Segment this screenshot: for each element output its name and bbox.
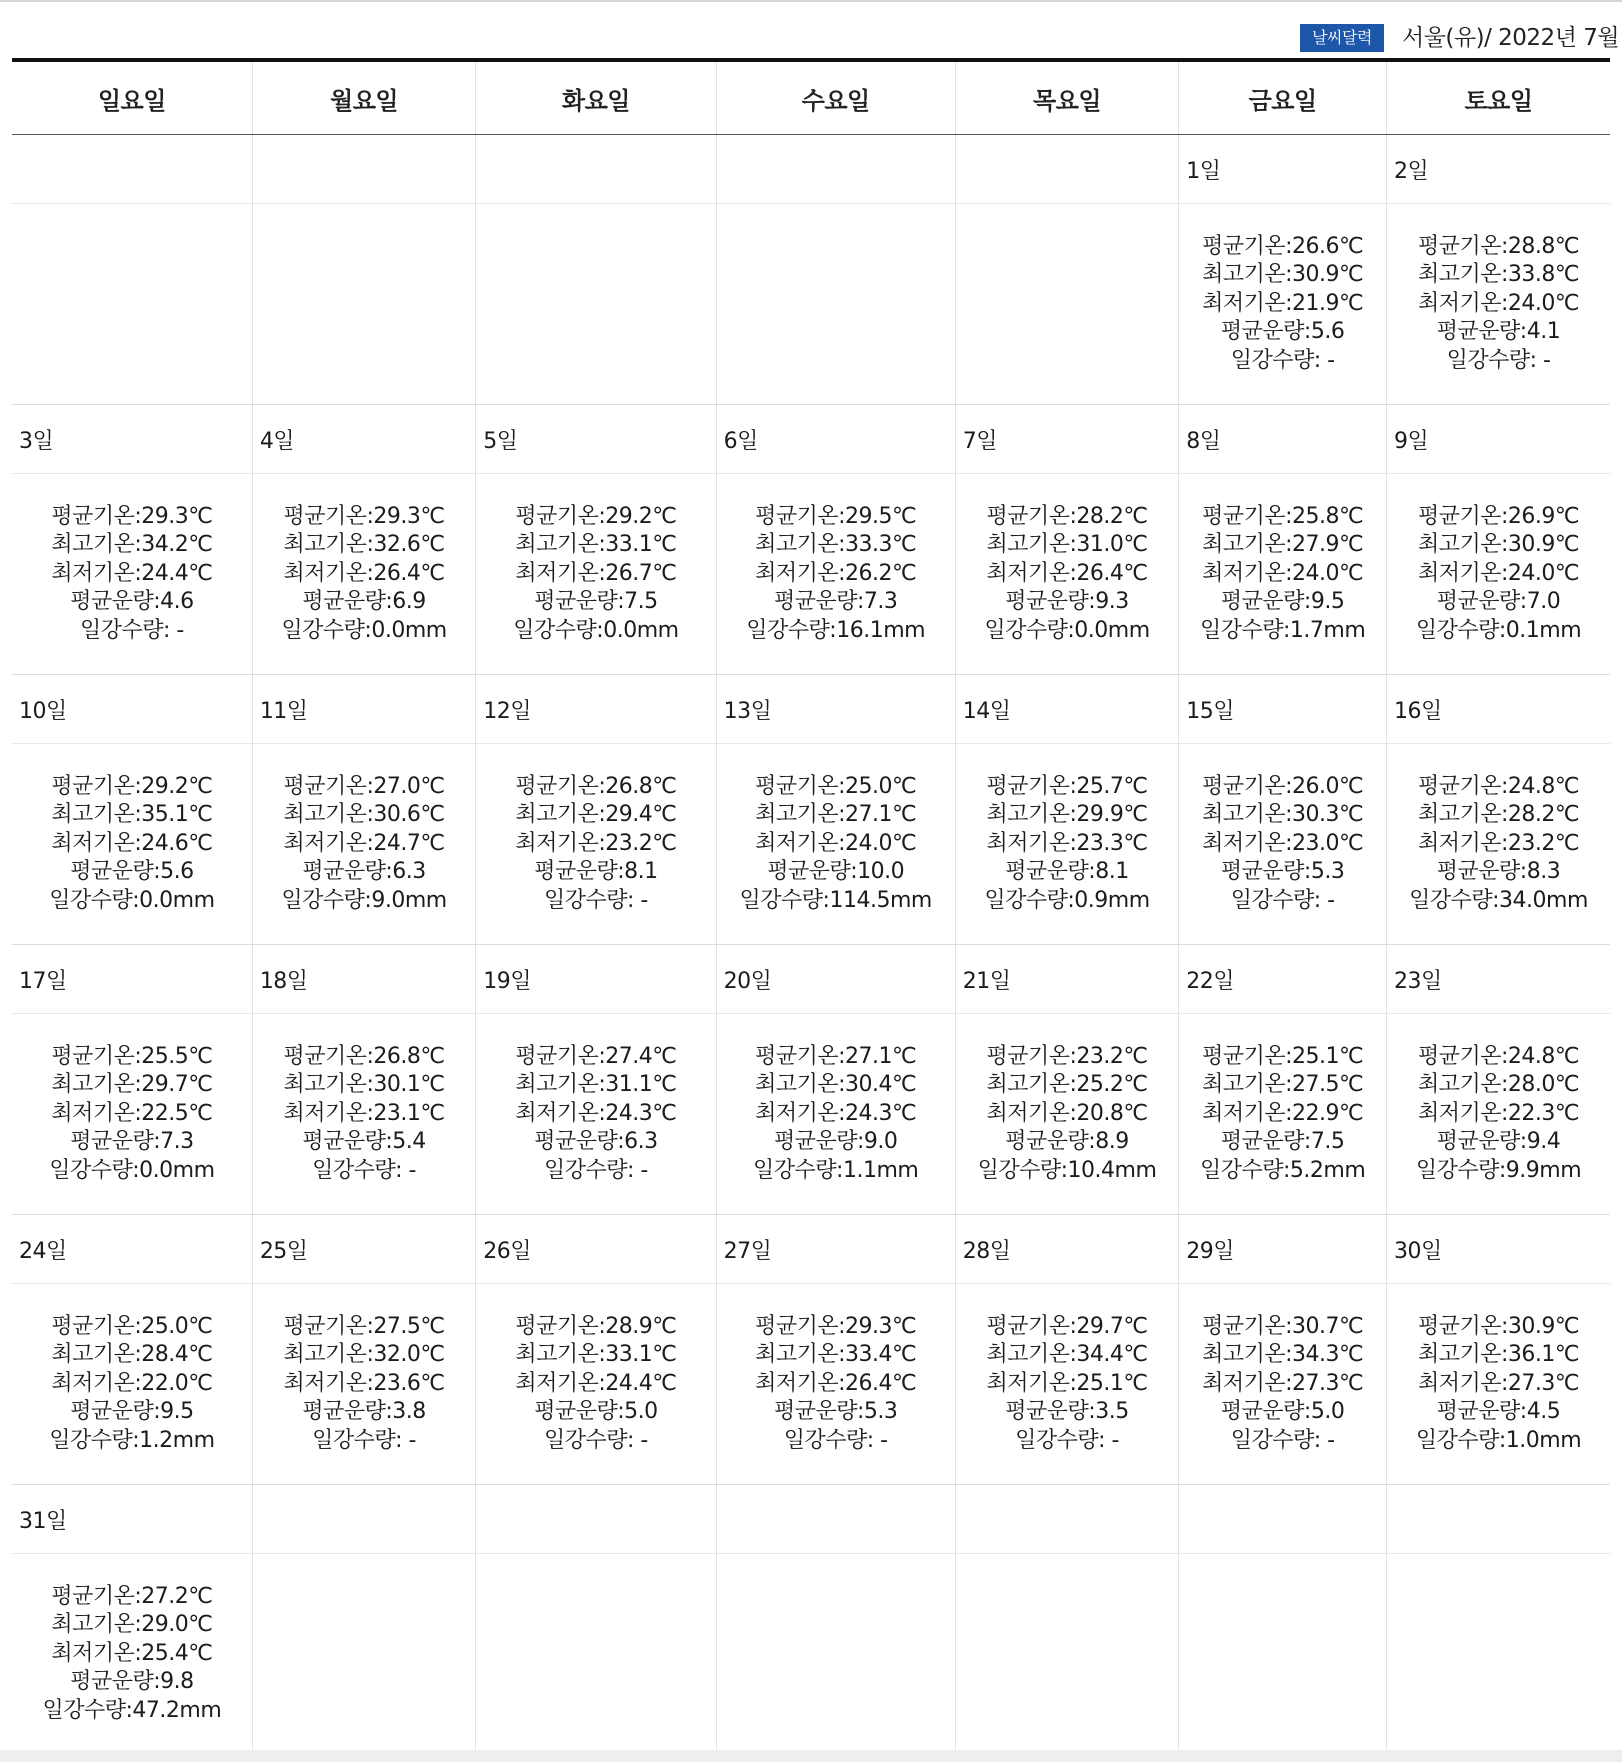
day-date: 12일 — [476, 675, 716, 744]
day-date: 29일 — [1179, 1215, 1387, 1284]
avg-cloud: 평균운량:5.3 — [773, 1399, 898, 1425]
avg-cloud: 평균운량:4.1 — [1436, 319, 1561, 345]
avg-cloud: 평균운량:9.3 — [1005, 589, 1129, 615]
week-info-row — [12, 744, 1610, 945]
daily-rain: 일강수량:114.5mm — [739, 887, 932, 913]
daily-rain: 일강수량:0.9mm — [984, 887, 1150, 913]
avg-temp: 평균기온:27.4℃ — [515, 1043, 677, 1069]
avg-temp: 평균기온:23.2℃ — [986, 1043, 1148, 1069]
avg-cloud: 평균운량:7.5 — [534, 589, 658, 615]
day-date: 21일 — [955, 945, 1178, 1014]
empty-info-cell — [716, 1554, 955, 1755]
avg-temp: 평균기온:28.8℃ — [1417, 233, 1580, 259]
max-temp: 최고기온:29.0℃ — [51, 1612, 213, 1638]
max-temp: 최고기온:27.9℃ — [1202, 532, 1364, 558]
max-temp: 최고기온:31.1℃ — [515, 1072, 677, 1098]
week-date-row — [12, 1485, 1610, 1554]
weather-calendar-badge: 날씨달력 — [1300, 24, 1384, 52]
day-date: 24일 — [12, 1215, 252, 1284]
week-date-row — [12, 945, 1610, 1014]
daily-rain: 일강수량: - — [79, 617, 184, 643]
max-temp: 최고기온:30.6℃ — [283, 802, 445, 828]
avg-temp: 평균기온:25.7℃ — [986, 773, 1148, 799]
min-temp: 최저기온:27.3℃ — [1202, 1370, 1364, 1396]
week-date-row — [12, 1215, 1610, 1284]
day-weather-info — [12, 1284, 252, 1485]
avg-temp: 평균기온:26.8℃ — [515, 773, 677, 799]
daily-rain: 일강수량: - — [1230, 887, 1335, 913]
week-info-row — [12, 1554, 1610, 1755]
max-temp: 최고기온:31.0℃ — [986, 532, 1148, 558]
day-date: 28일 — [955, 1215, 1178, 1284]
day-weather-info — [12, 474, 252, 675]
max-temp: 최고기온:34.3℃ — [1202, 1342, 1364, 1368]
day-date: 14일 — [955, 675, 1178, 744]
daily-rain: 일강수량:1.1mm — [753, 1157, 919, 1183]
avg-temp: 평균기온:24.8℃ — [1417, 1043, 1580, 1069]
week-date-row — [12, 405, 1610, 474]
bottom-band — [0, 1750, 1622, 1762]
daily-rain: 일강수량:0.0mm — [49, 887, 215, 913]
avg-cloud: 평균운량:6.3 — [534, 1129, 658, 1155]
max-temp: 최고기온:36.1℃ — [1417, 1342, 1580, 1368]
weekday-header-row — [12, 60, 1610, 135]
avg-cloud: 평균운량:4.6 — [70, 589, 194, 615]
avg-cloud: 평균운량:5.3 — [1220, 859, 1345, 885]
avg-temp: 평균기온:28.9℃ — [515, 1313, 677, 1339]
week-info-row — [12, 1014, 1610, 1215]
day-weather-info — [476, 1014, 716, 1215]
min-temp: 최저기온:23.3℃ — [986, 830, 1148, 856]
day-date: 13일 — [716, 675, 955, 744]
day-weather-info — [955, 474, 1178, 675]
min-temp: 최저기온:22.5℃ — [51, 1100, 213, 1126]
empty-info-cell — [955, 204, 1178, 405]
daily-rain: 일강수량: - — [1446, 347, 1551, 373]
min-temp: 최저기온:24.3℃ — [515, 1100, 677, 1126]
max-temp: 최고기온:34.2℃ — [51, 532, 213, 558]
min-temp: 최저기온:23.1℃ — [283, 1100, 445, 1126]
daily-rain: 일강수량: - — [544, 1157, 648, 1183]
avg-temp: 평균기온:25.5℃ — [51, 1043, 213, 1069]
day-weather-info — [716, 744, 955, 945]
day-date: 15일 — [1179, 675, 1387, 744]
avg-cloud: 평균운량:4.5 — [1436, 1399, 1561, 1425]
empty-day-cell — [1387, 1485, 1611, 1554]
weekday-monday: 월요일 — [252, 60, 475, 135]
daily-rain: 일강수량:9.0mm — [281, 887, 447, 913]
avg-temp: 평균기온:27.1℃ — [755, 1043, 917, 1069]
avg-cloud: 평균운량:3.8 — [302, 1399, 426, 1425]
min-temp: 최저기온:24.4℃ — [51, 560, 213, 586]
day-date: 3일 — [12, 405, 252, 474]
avg-cloud: 평균운량:7.5 — [1220, 1129, 1345, 1155]
daily-rain: 일강수량:0.0mm — [984, 617, 1150, 643]
week-info-row — [12, 474, 1610, 675]
avg-temp: 평균기온:27.0℃ — [283, 773, 445, 799]
day-date: 22일 — [1179, 945, 1387, 1014]
max-temp: 최고기온:28.0℃ — [1417, 1072, 1580, 1098]
min-temp: 최저기온:27.3℃ — [1417, 1370, 1580, 1396]
avg-cloud: 평균운량:6.3 — [302, 859, 426, 885]
day-weather-info — [716, 1284, 955, 1485]
avg-cloud: 평균운량:10.0 — [767, 859, 905, 885]
avg-temp: 평균기온:27.2℃ — [51, 1583, 213, 1609]
avg-cloud: 평균운량:5.4 — [302, 1129, 426, 1155]
avg-cloud: 평균운량:3.5 — [1005, 1399, 1129, 1425]
day-date: 16일 — [1387, 675, 1611, 744]
day-weather-info — [252, 474, 475, 675]
avg-cloud: 평균운량:8.9 — [1005, 1129, 1129, 1155]
max-temp: 최고기온:35.1℃ — [51, 802, 213, 828]
avg-temp: 평균기온:30.7℃ — [1202, 1313, 1364, 1339]
min-temp: 최저기온:23.6℃ — [283, 1370, 445, 1396]
day-date: 6일 — [716, 405, 955, 474]
day-date: 7일 — [955, 405, 1178, 474]
min-temp: 최저기온:26.7℃ — [515, 560, 677, 586]
daily-rain: 일강수량:0.0mm — [281, 617, 447, 643]
avg-temp: 평균기온:29.3℃ — [283, 503, 445, 529]
avg-cloud: 평균운량:5.6 — [1220, 319, 1345, 345]
day-date: 31일 — [12, 1485, 252, 1554]
avg-temp: 평균기온:26.8℃ — [283, 1043, 445, 1069]
empty-info-cell — [716, 204, 955, 405]
day-weather-info — [252, 1014, 475, 1215]
empty-day-cell — [476, 135, 716, 204]
avg-cloud: 평균운량:5.0 — [1220, 1399, 1345, 1425]
avg-cloud: 평균운량:9.8 — [70, 1669, 194, 1695]
min-temp: 최저기온:24.0℃ — [1417, 290, 1580, 316]
empty-day-cell — [716, 135, 955, 204]
daily-rain: 일강수량:1.2mm — [49, 1427, 215, 1453]
empty-info-cell — [476, 1554, 716, 1755]
weekday-wednesday: 수요일 — [716, 60, 955, 135]
max-temp: 최고기온:34.4℃ — [986, 1342, 1148, 1368]
day-weather-info — [1387, 1284, 1611, 1485]
empty-day-cell — [955, 1485, 1178, 1554]
day-weather-info — [1387, 474, 1611, 675]
avg-temp: 평균기온:26.9℃ — [1417, 503, 1580, 529]
calendar-header — [0, 16, 1620, 56]
empty-day-cell — [955, 135, 1178, 204]
daily-rain: 일강수량:1.7mm — [1199, 617, 1366, 643]
max-temp: 최고기온:33.1℃ — [515, 1342, 677, 1368]
avg-temp: 평균기온:28.2℃ — [986, 503, 1148, 529]
avg-cloud: 평균운량:9.0 — [773, 1129, 898, 1155]
daily-rain: 일강수량: - — [1230, 347, 1335, 373]
empty-info-cell — [1387, 1554, 1611, 1755]
week-info-row — [12, 1284, 1610, 1485]
day-weather-info — [1179, 744, 1387, 945]
weekday-friday: 금요일 — [1179, 60, 1387, 135]
daily-rain: 일강수량:16.1mm — [746, 617, 926, 643]
day-weather-info — [1179, 474, 1387, 675]
min-temp: 최저기온:24.6℃ — [51, 830, 213, 856]
max-temp: 최고기온:28.2℃ — [1417, 802, 1580, 828]
day-weather-info — [955, 744, 1178, 945]
avg-cloud: 평균운량:5.6 — [70, 859, 194, 885]
min-temp: 최저기온:24.0℃ — [1417, 560, 1580, 586]
max-temp: 최고기온:28.4℃ — [51, 1342, 213, 1368]
min-temp: 최저기온:24.7℃ — [283, 830, 445, 856]
day-weather-info — [1387, 744, 1611, 945]
max-temp: 최고기온:32.0℃ — [283, 1342, 445, 1368]
avg-temp: 평균기온:25.0℃ — [51, 1313, 213, 1339]
min-temp: 최저기온:24.3℃ — [755, 1100, 917, 1126]
day-date: 30일 — [1387, 1215, 1611, 1284]
max-temp: 최고기온:32.6℃ — [283, 532, 445, 558]
empty-day-cell — [476, 1485, 716, 1554]
empty-day-cell — [252, 1485, 475, 1554]
empty-info-cell — [476, 204, 716, 405]
avg-cloud: 평균운량:6.9 — [302, 589, 426, 615]
day-date: 5일 — [476, 405, 716, 474]
day-weather-info — [476, 1284, 716, 1485]
daily-rain: 일강수량: - — [544, 1427, 648, 1453]
day-weather-info — [476, 744, 716, 945]
daily-rain: 일강수량:9.9mm — [1415, 1157, 1582, 1183]
max-temp: 최고기온:30.4℃ — [755, 1072, 917, 1098]
max-temp: 최고기온:33.8℃ — [1417, 262, 1580, 288]
day-date: 4일 — [252, 405, 475, 474]
weekday-saturday: 토요일 — [1387, 60, 1611, 135]
avg-cloud: 평균운량:5.0 — [534, 1399, 658, 1425]
avg-temp: 평균기온:29.3℃ — [755, 1313, 917, 1339]
avg-cloud: 평균운량:9.5 — [70, 1399, 194, 1425]
avg-temp: 평균기온:29.2℃ — [515, 503, 677, 529]
day-date: 2일 — [1387, 135, 1611, 204]
max-temp: 최고기온:30.9℃ — [1417, 532, 1580, 558]
day-date: 10일 — [12, 675, 252, 744]
day-date: 17일 — [12, 945, 252, 1014]
week-date-row — [12, 135, 1610, 204]
avg-cloud: 평균운량:7.0 — [1436, 589, 1561, 615]
weekday-thursday: 목요일 — [955, 60, 1178, 135]
daily-rain: 일강수량:0.1mm — [1415, 617, 1582, 643]
min-temp: 최저기온:22.0℃ — [51, 1370, 213, 1396]
min-temp: 최저기온:22.9℃ — [1202, 1100, 1364, 1126]
avg-cloud: 평균운량:9.5 — [1220, 589, 1345, 615]
avg-cloud: 평균운량:8.1 — [1005, 859, 1129, 885]
avg-temp: 평균기온:26.6℃ — [1202, 233, 1364, 259]
day-weather-info — [716, 1014, 955, 1215]
max-temp: 최고기온:25.2℃ — [986, 1072, 1148, 1098]
avg-temp: 평균기온:25.0℃ — [755, 773, 917, 799]
min-temp: 최저기온:23.2℃ — [515, 830, 677, 856]
daily-rain: 일강수량:5.2mm — [1199, 1157, 1366, 1183]
week-date-row — [12, 675, 1610, 744]
max-temp: 최고기온:27.1℃ — [755, 802, 917, 828]
avg-temp: 평균기온:29.5℃ — [755, 503, 917, 529]
empty-day-cell — [716, 1485, 955, 1554]
day-date: 26일 — [476, 1215, 716, 1284]
min-temp: 최저기온:20.8℃ — [986, 1100, 1148, 1126]
day-date: 8일 — [1179, 405, 1387, 474]
max-temp: 최고기온:27.5℃ — [1202, 1072, 1364, 1098]
empty-day-cell — [252, 135, 475, 204]
weather-calendar-table — [12, 58, 1610, 1755]
avg-cloud: 평균운량:8.3 — [1436, 859, 1561, 885]
empty-info-cell — [955, 1554, 1178, 1755]
day-weather-info — [1387, 204, 1611, 405]
day-weather-info — [716, 474, 955, 675]
empty-info-cell — [12, 204, 252, 405]
avg-temp: 평균기온:29.7℃ — [986, 1313, 1148, 1339]
daily-rain: 일강수량:47.2mm — [42, 1697, 222, 1723]
avg-cloud: 평균운량:7.3 — [70, 1129, 194, 1155]
max-temp: 최고기온:29.9℃ — [986, 802, 1148, 828]
max-temp: 최고기온:33.4℃ — [755, 1342, 917, 1368]
daily-rain: 일강수량: - — [1230, 1427, 1335, 1453]
max-temp: 최고기온:29.4℃ — [515, 802, 677, 828]
min-temp: 최저기온:23.2℃ — [1417, 830, 1580, 856]
min-temp: 최저기온:26.4℃ — [283, 560, 445, 586]
day-weather-info — [1179, 1014, 1387, 1215]
avg-temp: 평균기온:29.2℃ — [51, 773, 213, 799]
daily-rain: 일강수량:10.4mm — [977, 1157, 1157, 1183]
day-weather-info — [1387, 1014, 1611, 1215]
day-date: 25일 — [252, 1215, 475, 1284]
max-temp: 최고기온:30.9℃ — [1202, 262, 1364, 288]
daily-rain: 일강수량:34.0mm — [1409, 887, 1588, 913]
min-temp: 최저기온:25.4℃ — [51, 1640, 213, 1666]
avg-cloud: 평균운량:7.3 — [773, 589, 898, 615]
day-date: 9일 — [1387, 405, 1611, 474]
weekday-tuesday: 화요일 — [476, 60, 716, 135]
avg-cloud: 평균운량:9.4 — [1436, 1129, 1561, 1155]
daily-rain: 일강수량: - — [783, 1427, 888, 1453]
empty-day-cell — [12, 135, 252, 204]
min-temp: 최저기온:26.4℃ — [755, 1370, 917, 1396]
min-temp: 최저기온:26.4℃ — [986, 560, 1148, 586]
daily-rain: 일강수량: - — [544, 887, 648, 913]
day-date: 20일 — [716, 945, 955, 1014]
day-date: 1일 — [1179, 135, 1387, 204]
max-temp: 최고기온:33.1℃ — [515, 532, 677, 558]
min-temp: 최저기온:24.0℃ — [1202, 560, 1364, 586]
daily-rain: 일강수량:0.0mm — [49, 1157, 215, 1183]
day-weather-info — [252, 744, 475, 945]
min-temp: 최저기온:23.0℃ — [1202, 830, 1364, 856]
day-weather-info — [476, 474, 716, 675]
day-weather-info — [252, 1284, 475, 1485]
day-date: 27일 — [716, 1215, 955, 1284]
calendar-title: 서울(유)/ 2022년 7월 — [1402, 25, 1620, 51]
min-temp: 최저기온:26.2℃ — [755, 560, 917, 586]
avg-temp: 평균기온:27.5℃ — [283, 1313, 445, 1339]
daily-rain: 일강수량: - — [1015, 1427, 1119, 1453]
empty-info-cell — [252, 204, 475, 405]
day-date: 11일 — [252, 675, 475, 744]
day-weather-info — [1179, 1284, 1387, 1485]
avg-temp: 평균기온:25.8℃ — [1202, 503, 1364, 529]
daily-rain: 일강수량: - — [312, 1427, 416, 1453]
day-weather-info — [12, 1554, 252, 1755]
max-temp: 최고기온:30.1℃ — [283, 1072, 445, 1098]
min-temp: 최저기온:21.9℃ — [1202, 290, 1364, 316]
day-date: 23일 — [1387, 945, 1611, 1014]
day-date: 19일 — [476, 945, 716, 1014]
day-weather-info — [1179, 204, 1387, 405]
avg-temp: 평균기온:26.0℃ — [1202, 773, 1364, 799]
day-date: 18일 — [252, 945, 475, 1014]
min-temp: 최저기온:25.1℃ — [986, 1370, 1148, 1396]
daily-rain: 일강수량: - — [312, 1157, 416, 1183]
top-border — [0, 0, 1622, 2]
day-weather-info — [12, 1014, 252, 1215]
weekday-sunday: 일요일 — [12, 60, 252, 135]
daily-rain: 일강수량:1.0mm — [1415, 1427, 1582, 1453]
min-temp: 최저기온:24.0℃ — [755, 830, 917, 856]
avg-temp: 평균기온:24.8℃ — [1417, 773, 1580, 799]
min-temp: 최저기온:24.4℃ — [515, 1370, 677, 1396]
max-temp: 최고기온:29.7℃ — [51, 1072, 213, 1098]
empty-info-cell — [1179, 1554, 1387, 1755]
max-temp: 최고기온:30.3℃ — [1202, 802, 1364, 828]
avg-temp: 평균기온:30.9℃ — [1417, 1313, 1580, 1339]
avg-temp: 평균기온:29.3℃ — [51, 503, 213, 529]
week-info-row — [12, 204, 1610, 405]
daily-rain: 일강수량:0.0mm — [513, 617, 679, 643]
max-temp: 최고기온:33.3℃ — [755, 532, 917, 558]
avg-temp: 평균기온:25.1℃ — [1202, 1043, 1364, 1069]
day-weather-info — [12, 744, 252, 945]
day-weather-info — [955, 1284, 1178, 1485]
avg-cloud: 평균운량:8.1 — [534, 859, 658, 885]
min-temp: 최저기온:22.3℃ — [1417, 1100, 1580, 1126]
empty-day-cell — [1179, 1485, 1387, 1554]
empty-info-cell — [252, 1554, 475, 1755]
day-weather-info — [955, 1014, 1178, 1215]
